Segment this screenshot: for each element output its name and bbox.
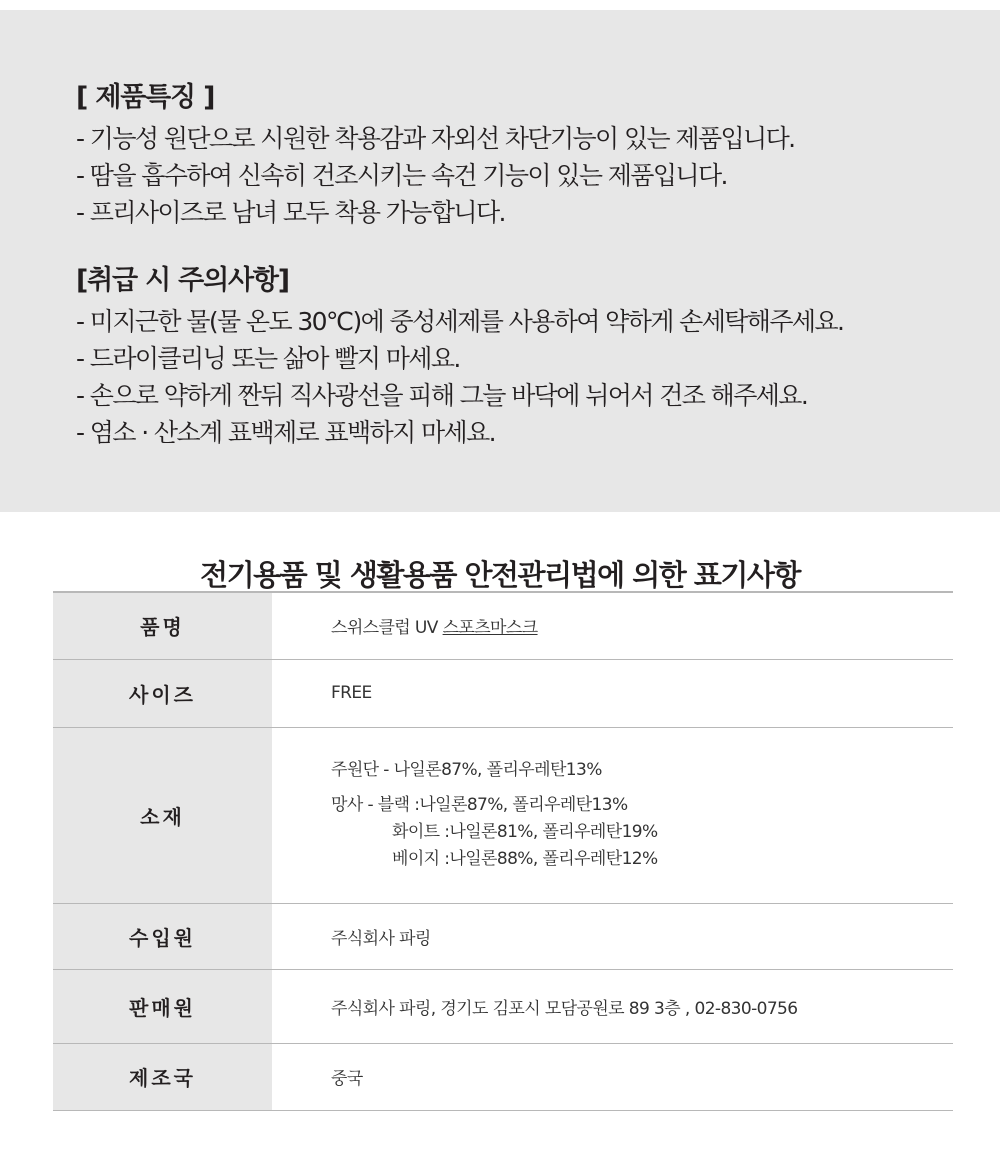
material-key: 소재: [53, 727, 272, 903]
features-list: [76, 120, 1000, 231]
material-line: 화이트 :나일론81%, 폴리우레탄19%: [392, 822, 658, 842]
table-row-product-name: [53, 592, 953, 659]
table-row-size: [53, 659, 953, 727]
features-item: - 기능성 원단으로 시원한 착용감과 자외선 차단기능이 있는 제품입니다.: [76, 124, 795, 153]
material-line: 주원단 - 나일론87%, 폴리우레탄13%: [331, 760, 602, 780]
table-row-seller: [53, 969, 953, 1043]
top-strip: [0, 0, 1000, 10]
table-row-material: [53, 727, 953, 903]
product-name-key: 품명: [53, 592, 272, 659]
size-key: 사이즈: [53, 659, 272, 727]
seller-value: 주식회사 파링, 경기도 김포시 모담공원로 89 3층 , 02-830-0756: [272, 969, 953, 1043]
product-label-table: [53, 591, 953, 1111]
origin-value: 중국: [272, 1043, 953, 1110]
care-list: [76, 303, 1000, 451]
table-row-importer: [53, 903, 953, 969]
care-item: - 손으로 약하게 짠뒤 직사광선을 피해 그늘 바닥에 뉘어서 건조 해주세요.: [76, 381, 808, 410]
importer-key: 수입원: [53, 903, 272, 969]
product-info-panel: [0, 10, 1000, 512]
care-item: - 염소 · 산소계 표백제로 표백하지 마세요.: [76, 418, 495, 447]
section-gap: [76, 231, 1000, 261]
features-heading: [ 제품특징 ]: [76, 82, 215, 113]
care-item: - 미지근한 물(물 온도 30℃)에 중성세제를 사용하여 약하게 손세탁해주세요.: [76, 307, 844, 336]
seller-key: 판매원: [53, 969, 272, 1043]
care-item: - 드라이클리닝 또는 삶아 빨지 마세요.: [76, 344, 460, 373]
features-item: - 땀을 흡수하여 신속히 건조시키는 속건 기능이 있는 제품입니다.: [76, 161, 727, 190]
label-table-title: 전기용품 및 생활용품 안전관리법에 의한 표기사항: [200, 558, 800, 593]
care-heading: [취급 시 주의사항]: [76, 265, 289, 296]
origin-key: 제조국: [53, 1043, 272, 1110]
material-value: [272, 727, 953, 903]
product-name-text: 스위스클럽 UV: [331, 618, 443, 639]
product-name-value: [272, 592, 953, 659]
features-item: - 프리사이즈로 남녀 모두 착용 가능합니다.: [76, 198, 505, 227]
importer-value: 주식회사 파링: [272, 903, 953, 969]
product-name-link[interactable]: 스포츠마스크: [442, 618, 538, 639]
material-line: 망사 - 블랙 :나일론87%, 폴리우레탄13%: [331, 795, 628, 815]
table-row-origin: [53, 1043, 953, 1110]
size-value: FREE: [272, 659, 953, 727]
material-line: 베이지 :나일론88%, 폴리우레탄12%: [392, 849, 658, 869]
